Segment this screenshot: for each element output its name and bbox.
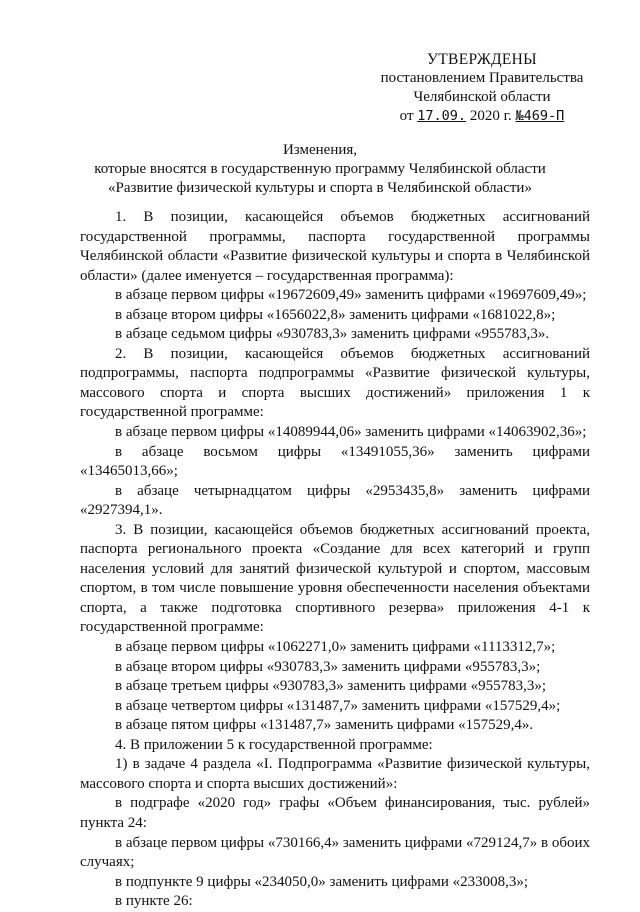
paragraph: в абзаце четвертом цифры «131487,7» заменить цифрами «157529,4»;	[115, 697, 561, 714]
approval-date: 17.09.	[417, 108, 467, 124]
paragraph: в абзаце седьмом цифры «930783,3» заменить цифрами «955783,3».	[115, 326, 550, 343]
approval-stamp	[372, 50, 592, 126]
approval-title: УТВЕРЖДЕНЫ	[427, 51, 537, 68]
paragraph: 1. В позиции, касающейся объемов бюджетных ассигнований государственной программы, паспорта государственной программы Челябинской области «Развитие физической культуры и спорта в Челябинской области» (далее именуется – государственная программа):	[80, 209, 590, 284]
paragraph: в абзаце восьмом цифры «13491055,36» заменить цифрами «13465013,66»;	[80, 443, 590, 480]
paragraph: в абзаце четырнадцатом цифры «2953435,8» заменить цифрами «2927394,1».	[80, 482, 590, 519]
paragraph: в абзаце пятом цифры «131487,7» заменить цифрами «157529,4».	[115, 717, 534, 734]
approval-date-line	[372, 107, 592, 126]
paragraph: 3. В позиции, касающейся объемов бюджетных ассигнований проекта, паспорта регионального проекта «Создание для всех категорий и групп населения условий для занятий физической культурой и спортом, массовым спортом, в том числе повышение уровня обеспеченности населения объектами спорта, а также подготовка спортивного резерва» приложения 4-1 к государственной программе:	[80, 521, 590, 636]
paragraph: в абзаце втором цифры «1656022,8» заменить цифрами «1681022,8»;	[115, 306, 556, 323]
paragraph: в абзаце третьем цифры «930783,3» заменить цифрами «955783,3»;	[115, 678, 546, 695]
approval-year: 2020 г.	[469, 108, 512, 124]
document-header	[60, 141, 580, 198]
paragraph: в подграфе «2020 год» графы «Объем финансирования, тыс. рублей» пункта 24:	[80, 795, 590, 831]
paragraph: 1) в задаче 4 раздела «I. Подпрограмма «Развитие физической культуры, массового спорта и спорта высших достижений»:	[80, 756, 590, 792]
approval-date-prefix: от	[399, 108, 414, 124]
paragraph: 2. В позиции, касающейся объемов бюджетных ассигнований подпрограммы, паспорта подпрограммы «Развитие физической культуры, массового спорта и спорта высших достижений» приложения 1 к государственной программе:	[80, 345, 590, 421]
header-line-1: Изменения,	[282, 142, 358, 158]
paragraph: в абзаце первом цифры «14089944,06» заменить цифрами «14063902,36»;	[115, 424, 587, 441]
approval-number: №469-П	[515, 108, 565, 124]
header-line-3: «Развитие физической культуры и спорта в Челябинской области»	[108, 180, 532, 196]
approval-line-1: постановлением Правительства	[380, 70, 584, 86]
paragraph: в абзаце первом цифры «19672609,49» заменить цифрами «19697609,49»;	[115, 287, 587, 304]
paragraph: 4. В приложении 5 к государственной программе:	[115, 736, 433, 753]
paragraph: в пункте 26:	[115, 893, 193, 910]
document-body	[80, 208, 590, 912]
paragraph: в абзаце первом цифры «730166,4» заменить цифрами «729124,7» в обоих случаях;	[80, 834, 590, 871]
paragraph: в абзаце первом цифры «1062271,0» заменить цифрами «1113312,7»;	[115, 639, 556, 656]
paragraph: в подпункте 9 цифры «234050,0» заменить цифрами «233008,3»;	[115, 873, 529, 890]
header-line-2: которые вносятся в государственную программу Челябинской области	[94, 161, 546, 177]
paragraph: в абзаце втором цифры «930783,3» заменить цифрами «955783,3»;	[115, 658, 541, 675]
approval-line-2: Челябинской области	[413, 89, 551, 105]
